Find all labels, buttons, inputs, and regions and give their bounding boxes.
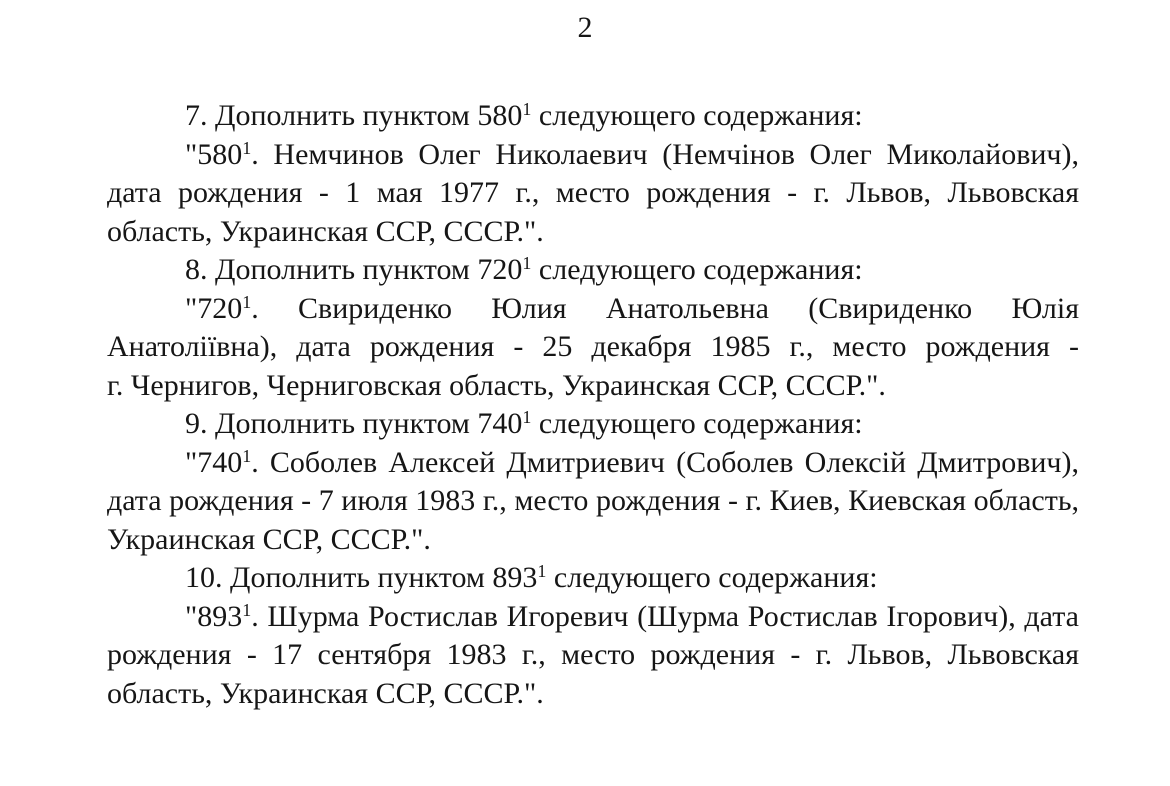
text-segment: . Соболев Алексей Дмитриевич (Соболев Олексій Дмитрович), дата рождения - 7 июля 1983 г., место рождения - г. Киев, Киевская область, Украинская ССР, СССР.". (107, 445, 1079, 556)
text-segment: 7. Дополнить пунктом 580 (185, 99, 523, 132)
entry-720 (107, 290, 1079, 406)
superscript: 1 (537, 561, 547, 582)
superscript: 1 (522, 99, 532, 120)
text-segment: "720 (185, 291, 243, 325)
text-segment: следующего содержания: (531, 253, 863, 286)
item-9-heading (107, 405, 1079, 444)
superscript: 1 (242, 445, 252, 466)
entry-740 (107, 444, 1079, 560)
text-segment: 8. Дополнить пунктом 720 (185, 253, 523, 286)
text-segment: следующего содержания: (531, 99, 863, 132)
text-segment: следующего содержания: (531, 407, 863, 440)
superscript: 1 (522, 407, 532, 428)
page-number: 2 (577, 11, 593, 44)
item-10-heading (107, 559, 1079, 598)
text-segment: 10. Дополнить пунктом 893 (185, 561, 538, 594)
item-8-heading (107, 251, 1079, 290)
item-7-heading (107, 97, 1079, 136)
text-segment: . Шурма Ростислав Игоревич (Шурма Ростислав Ігорович), дата рождения - 17 сентября 1983 г., место рождения - г. Львов, Львовская область, Украинская ССР, СССР.". (107, 599, 1079, 710)
text-segment: "740 (185, 445, 243, 479)
text-segment: . Свириденко Юлия Анатольевна (Свириденко Юлія Анатоліївна), дата рождения - 25 декабря 1985 г., место рождения - г. Чернигов, Черниговская область, Украинская ССР, СССР.". (107, 291, 1079, 402)
text-segment: "893 (185, 599, 243, 633)
entry-893 (107, 598, 1079, 714)
text-segment: . Немчинов Олег Николаевич (Немчінов Олег Миколайович), дата рождения - 1 мая 1977 г., место рождения - г. Львов, Львовская область, Украинская ССР, СССР.". (107, 137, 1079, 248)
superscript: 1 (242, 599, 252, 620)
superscript: 1 (242, 137, 252, 158)
text-segment: "580 (185, 137, 243, 171)
text-segment: следующего содержания: (546, 561, 878, 594)
superscript: 1 (242, 291, 252, 312)
document-body (107, 97, 1079, 713)
entry-580 (107, 136, 1079, 252)
text-segment: 9. Дополнить пунктом 740 (185, 407, 523, 440)
superscript: 1 (522, 253, 532, 274)
